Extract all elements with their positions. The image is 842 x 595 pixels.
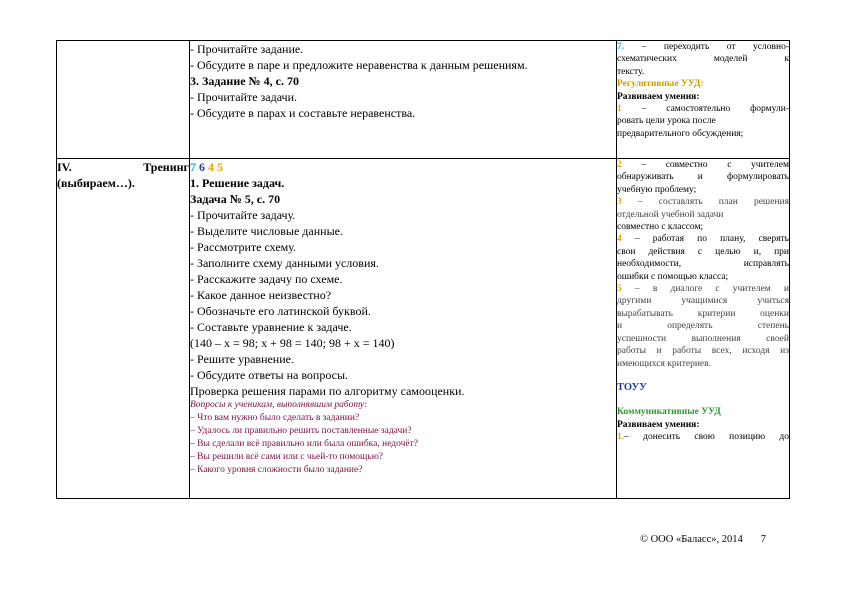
item-number: 3: [617, 197, 622, 208]
section-subtitle: Развиваем умения:: [617, 91, 700, 102]
uud-text: успешности выполнения своей: [617, 333, 789, 344]
question-item: – Что вам нужно было сделать в задании?: [190, 413, 360, 423]
item-number: 1.: [617, 432, 625, 443]
questions-title: Вопросы к ученикам, выполнявшим работу:: [190, 400, 368, 410]
uud-text: ошибки с помощью класса;: [617, 271, 729, 282]
uud-text: обнаруживать и формулировать: [617, 172, 789, 183]
uud-text: – донесить свою позицию до: [624, 432, 789, 443]
stage-number: IV.: [57, 160, 72, 174]
uud-text: – в диалоге с учителем и: [621, 284, 789, 295]
activity-list: [190, 41, 616, 121]
uud-text: тексту.: [617, 66, 645, 77]
activity-line: - Прочитайте задачи.: [190, 90, 297, 104]
uud-text: ровать цели урока после: [617, 116, 716, 127]
question-item: – Какого уровня сложности было задание?: [190, 465, 363, 475]
page-number: 7: [760, 534, 766, 545]
page-footer: [640, 534, 766, 545]
uud-text: предварительного обсуждения;: [617, 128, 744, 139]
section-title: ТОУУ: [617, 381, 647, 393]
uud-text: – совместно с учителем: [621, 160, 789, 170]
uud-text: отдельной учебной задачи: [617, 209, 724, 220]
activity-line: - Решите уравнение.: [190, 352, 294, 366]
item-number: 4: [617, 234, 622, 245]
uud-text: свои действия с целью и, при: [617, 246, 789, 257]
activity-line: Проверка решения парами по алгоритму самооценки.: [190, 384, 465, 398]
marker-4: 4: [208, 160, 214, 174]
activity-line: - Обсудите в паре и предложите неравенства к данным решениям.: [190, 58, 528, 72]
uud-text: вырабатывать критерии оценки: [617, 308, 789, 319]
item-number: 1: [617, 104, 622, 115]
item-number: 5: [617, 284, 622, 295]
activity-cell: [190, 159, 617, 499]
marker-7: 7: [190, 160, 196, 174]
question-item: – Удалось ли правильно решить поставленные задачи?: [190, 426, 412, 436]
activity-list: [190, 175, 616, 399]
activity-line: - Рассмотрите схему.: [190, 240, 297, 254]
uud-text: имеющихся критериев.: [617, 358, 711, 369]
uud-markers: [190, 159, 616, 175]
uud-text: работы и работы всех, исходя из: [617, 346, 789, 357]
table-row: [57, 41, 790, 159]
marker-6: 6: [199, 160, 205, 174]
question-item: – Вы решили всё сами или с чьей-то помощью?: [190, 452, 384, 462]
activity-line: - Прочитайте задание.: [190, 42, 304, 56]
activity-line: - Обсудите ответы на вопросы.: [190, 368, 349, 382]
section-title: Регулятивные УУД:: [617, 79, 704, 90]
item-number: 2: [617, 160, 622, 170]
stage-subtitle: (выбираем…).: [57, 176, 135, 190]
activity-line: - Выделите числовые данные.: [190, 224, 343, 238]
questions-list: [190, 412, 616, 477]
activity-line: - Заполните схему данными условия.: [190, 256, 379, 270]
lesson-plan-table: [56, 40, 790, 499]
copyright: © ООО «Баласс», 2014: [640, 534, 743, 545]
uud-text: учебную проблему;: [617, 184, 697, 195]
section-subtitle: Развиваем умения:: [617, 419, 700, 430]
stage-cell: [57, 41, 190, 159]
activity-line: - Составьте уравнение к задаче.: [190, 320, 352, 334]
uud-text: – переходить от условно-: [624, 42, 789, 52]
uud-cell: [617, 41, 790, 159]
item-number: 7.: [617, 42, 625, 52]
activity-line: - Обсудите в парах и составьте неравенства.: [190, 106, 416, 120]
stage-title: Тренинг: [143, 160, 189, 174]
uud-text: совместно с классом;: [617, 222, 704, 233]
section-title: Коммуникативные УУД: [617, 407, 721, 418]
activity-line: 3. Задание № 4, с. 70: [190, 74, 299, 88]
activity-line: (140 – x = 98; x + 98 = 140; 98 + x = 140): [190, 336, 395, 350]
stage-cell: [57, 159, 190, 499]
activity-line: - Расскажите задачу по схеме.: [190, 272, 343, 286]
uud-text: другими учащимися учиться: [617, 296, 789, 307]
question-item: – Вы сделали всё правильно или была ошибка, недочёт?: [190, 439, 418, 449]
uud-text: и определять степень: [617, 321, 789, 332]
table-row: [57, 159, 790, 499]
uud-text: – самостоятельно формули-: [621, 104, 789, 115]
activity-line: - Прочитайте задачу.: [190, 208, 296, 222]
marker-5: 5: [217, 160, 223, 174]
uud-text: – работая по плану, сверять: [621, 234, 789, 245]
activity-cell: [190, 41, 617, 159]
uud-text: необходимости, исправлять: [617, 259, 789, 270]
activity-line: 1. Решение задач.: [190, 176, 285, 190]
activity-line: - Какое данное неизвестно?: [190, 288, 332, 302]
uud-text: – составлять план решения: [621, 197, 789, 208]
uud-text: схематических моделей к: [617, 54, 789, 65]
activity-line: - Обозначьте его латинской буквой.: [190, 304, 371, 318]
uud-cell: [617, 159, 790, 499]
activity-line: Задача № 5, с. 70: [190, 192, 281, 206]
